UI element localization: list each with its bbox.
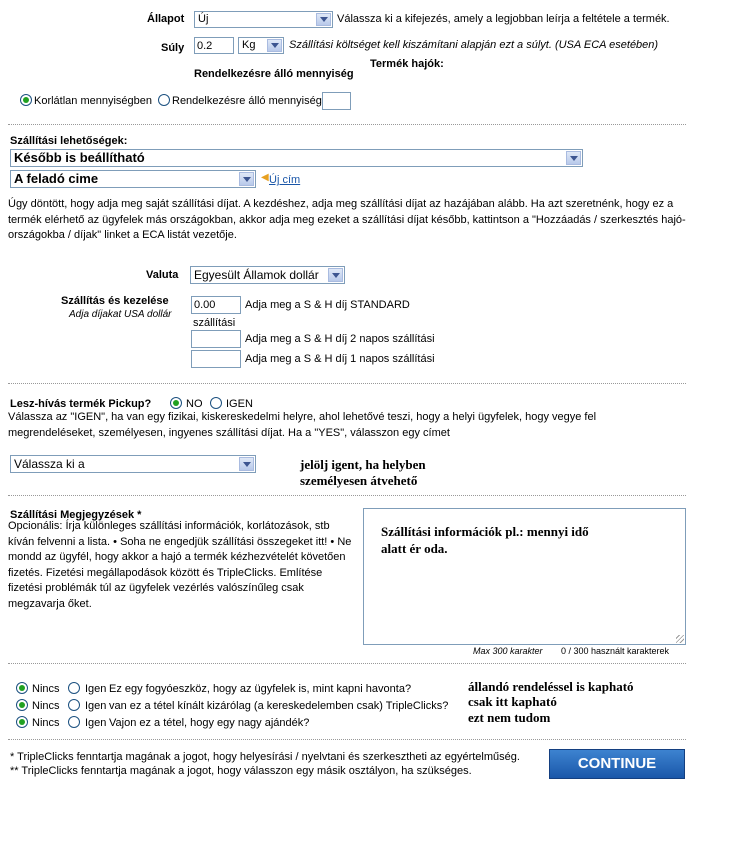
notes-textarea-line-1: Szállítási információk pl.: mennyi idő	[381, 524, 589, 539]
notes-max-label: Max 300 karakter	[473, 646, 543, 656]
weight-label: Súly	[161, 42, 185, 54]
q1-no-radio[interactable]	[16, 682, 28, 694]
qty-unlimited-label: Korlátlan mennyiségben	[34, 95, 153, 107]
chevron-down-icon	[316, 13, 331, 26]
sh-two-day-help: Adja meg a S & H díj 2 napos szállítási	[245, 333, 435, 345]
pickup-description: Válassza az "IGEN", ha van egy fizikai, kiskereskedelmi helyre, ahol lehetővé teszi, hogy a helyi ügyfelek, hogy vegye fel megrendeléseket, személyesen, ingyenes szállítási díjat. Ha a "YES", válasszon egy címet	[8, 411, 597, 439]
notes-description: Opcionális: Írja különleges szállítási információk, korlátozások, stb kíván felvenni a lista. • Soha ne engedjük szállítási összegeket itt! • Ne mondd az ügyfél, hogy akkor a hajó a termék kézhezvételét követően fizetés. Fizetési megállapodások között és TripleClicks. Említése fizetési problémák túl az ügyfelek vezérlés valószínűleg csak megzavarja őket.	[8, 520, 352, 610]
divider	[8, 495, 686, 496]
q3-yes-radio[interactable]	[68, 716, 80, 728]
q3-text: Vajon ez a tétel, hogy egy nagy ajándék?	[109, 717, 310, 729]
pickup-yes-radio[interactable]	[210, 397, 222, 409]
sh-one-day-input[interactable]	[191, 350, 241, 368]
condition-help: Válassza ki a kifejezés, amely a legjobban leírja a feltétele a termék.	[337, 13, 670, 25]
continue-button[interactable]: CONTINUE	[549, 749, 685, 779]
notes-textarea-line-2: alatt ér oda.	[381, 541, 448, 556]
pickup-yes-label: IGEN	[226, 398, 253, 410]
q2-no-label: Nincs	[32, 700, 60, 712]
q2-annotation: csak itt kapható	[468, 694, 557, 709]
shipping-method-value: Később is beállítható	[14, 150, 145, 165]
pickup-address-value: Válassza ki a	[14, 457, 85, 471]
divider	[8, 739, 686, 740]
qty-unlimited-radio[interactable]	[20, 94, 32, 106]
weight-input[interactable]: 0.2	[194, 37, 234, 54]
footnote-2: ** TripleClicks fenntartja magának a jogot, hogy válasszon egy másik osztályon, ha szükséges.	[10, 765, 472, 777]
qty-available-radio[interactable]	[158, 94, 170, 106]
sh-standard-help: Adja meg a S & H díj STANDARD	[245, 299, 410, 311]
sh-standard-input[interactable]: 0.00	[191, 296, 241, 314]
shipping-options-heading: Szállítási lehetőségek:	[10, 135, 128, 147]
q2-yes-radio[interactable]	[68, 699, 80, 711]
arrow-left-icon: ◀	[261, 172, 269, 183]
notes-heading: Szállítási Megjegyzések *	[10, 509, 142, 521]
footnote-1: * TripleClicks fenntartja magának a jogot, hogy helyesírási / nyelvtani és szerkesztheti az egyértelműség.	[10, 751, 520, 763]
condition-select[interactable]	[194, 11, 333, 28]
sh-two-day-input[interactable]	[191, 330, 241, 348]
weight-unit-select[interactable]	[238, 37, 284, 54]
sh-standard-help2: szállítási	[193, 317, 236, 329]
notes-textarea[interactable]	[363, 508, 686, 645]
chevron-down-icon	[566, 151, 581, 165]
weight-unit-value: Kg	[242, 39, 256, 51]
weight-help: Szállítási költséget kell kiszámítani alapján ezt a súlyt. (USA ECA esetében)	[289, 39, 659, 51]
shipping-method-select[interactable]	[10, 149, 583, 167]
divider	[8, 663, 686, 664]
shipping-description: Úgy döntött, hogy adja meg saját szállítási díjat. A kezdéshez, adja meg szállítási díjat az hazájában alább. Ha azt szeretnénk, hogy ez a termék elérhető az ügyfelek más országokban, akkor adja meg ezeket a szállítási díjat később, kattintson a "Hozzáadás / szerkesztés hajó-országokba / díjak" linket a ECA listát vezetője.	[8, 198, 686, 241]
q2-text: van ez a tétel kínált kizárólag (a kereskedelemben csak) TripleClicks?	[109, 700, 449, 712]
q3-yes-label: Igen	[85, 717, 107, 729]
q3-no-radio[interactable]	[16, 716, 28, 728]
notes-counter: 0 / 300 használt karakterek	[561, 646, 670, 656]
sh-label: Szállítás és kezelése	[61, 295, 169, 307]
q2-yes-label: Igen	[85, 700, 107, 712]
qty-input[interactable]	[322, 92, 351, 110]
new-address-link[interactable]: Új cím	[269, 174, 301, 186]
sender-address-select[interactable]	[10, 170, 256, 188]
condition-label: Állapot	[147, 13, 185, 25]
available-qty-heading: Rendelkezésre álló mennyiség	[194, 68, 354, 80]
q1-text: Ez egy fogyóeszköz, hogy az ügyfelek is, mint kapni havonta?	[109, 683, 412, 695]
resize-handle-icon[interactable]	[676, 635, 684, 643]
qty-available-label: Rendelkezésre álló mennyiség	[172, 95, 322, 107]
pickup-no-label: NO	[186, 398, 203, 410]
currency-value: Egyesült Államok dollár	[194, 268, 319, 282]
currency-label: Valuta	[146, 269, 179, 281]
pickup-address-select[interactable]	[10, 455, 256, 473]
pickup-label: Lesz-hívás termék Pickup?	[10, 398, 152, 410]
sender-address-value: A feladó cime	[14, 171, 99, 186]
q1-no-label: Nincs	[32, 683, 60, 695]
pickup-no-radio[interactable]	[170, 397, 182, 409]
q3-no-label: Nincs	[32, 717, 60, 729]
q2-no-radio[interactable]	[16, 699, 28, 711]
condition-value: Új	[198, 13, 209, 25]
q1-yes-radio[interactable]	[68, 682, 80, 694]
sh-one-day-help: Adja meg a S & H díj 1 napos szállítási	[245, 353, 435, 365]
chevron-down-icon	[239, 457, 254, 471]
divider	[8, 383, 686, 384]
chevron-down-icon	[267, 39, 282, 52]
chevron-down-icon	[328, 268, 343, 282]
q3-annotation: ezt nem tudom	[468, 710, 551, 725]
ships-label: Termék hajók:	[370, 58, 444, 70]
currency-select[interactable]	[190, 266, 345, 284]
chevron-down-icon	[239, 172, 254, 186]
divider	[8, 124, 686, 125]
pickup-annotation-1: jelölj igent, ha helyben	[300, 457, 426, 472]
pickup-annotation-2: személyesen átvehető	[300, 473, 418, 488]
q1-yes-label: Igen	[85, 683, 107, 695]
sh-sublabel: Adja díjakat USA dollár	[69, 309, 172, 320]
q1-annotation: állandó rendeléssel is kapható	[468, 679, 634, 694]
